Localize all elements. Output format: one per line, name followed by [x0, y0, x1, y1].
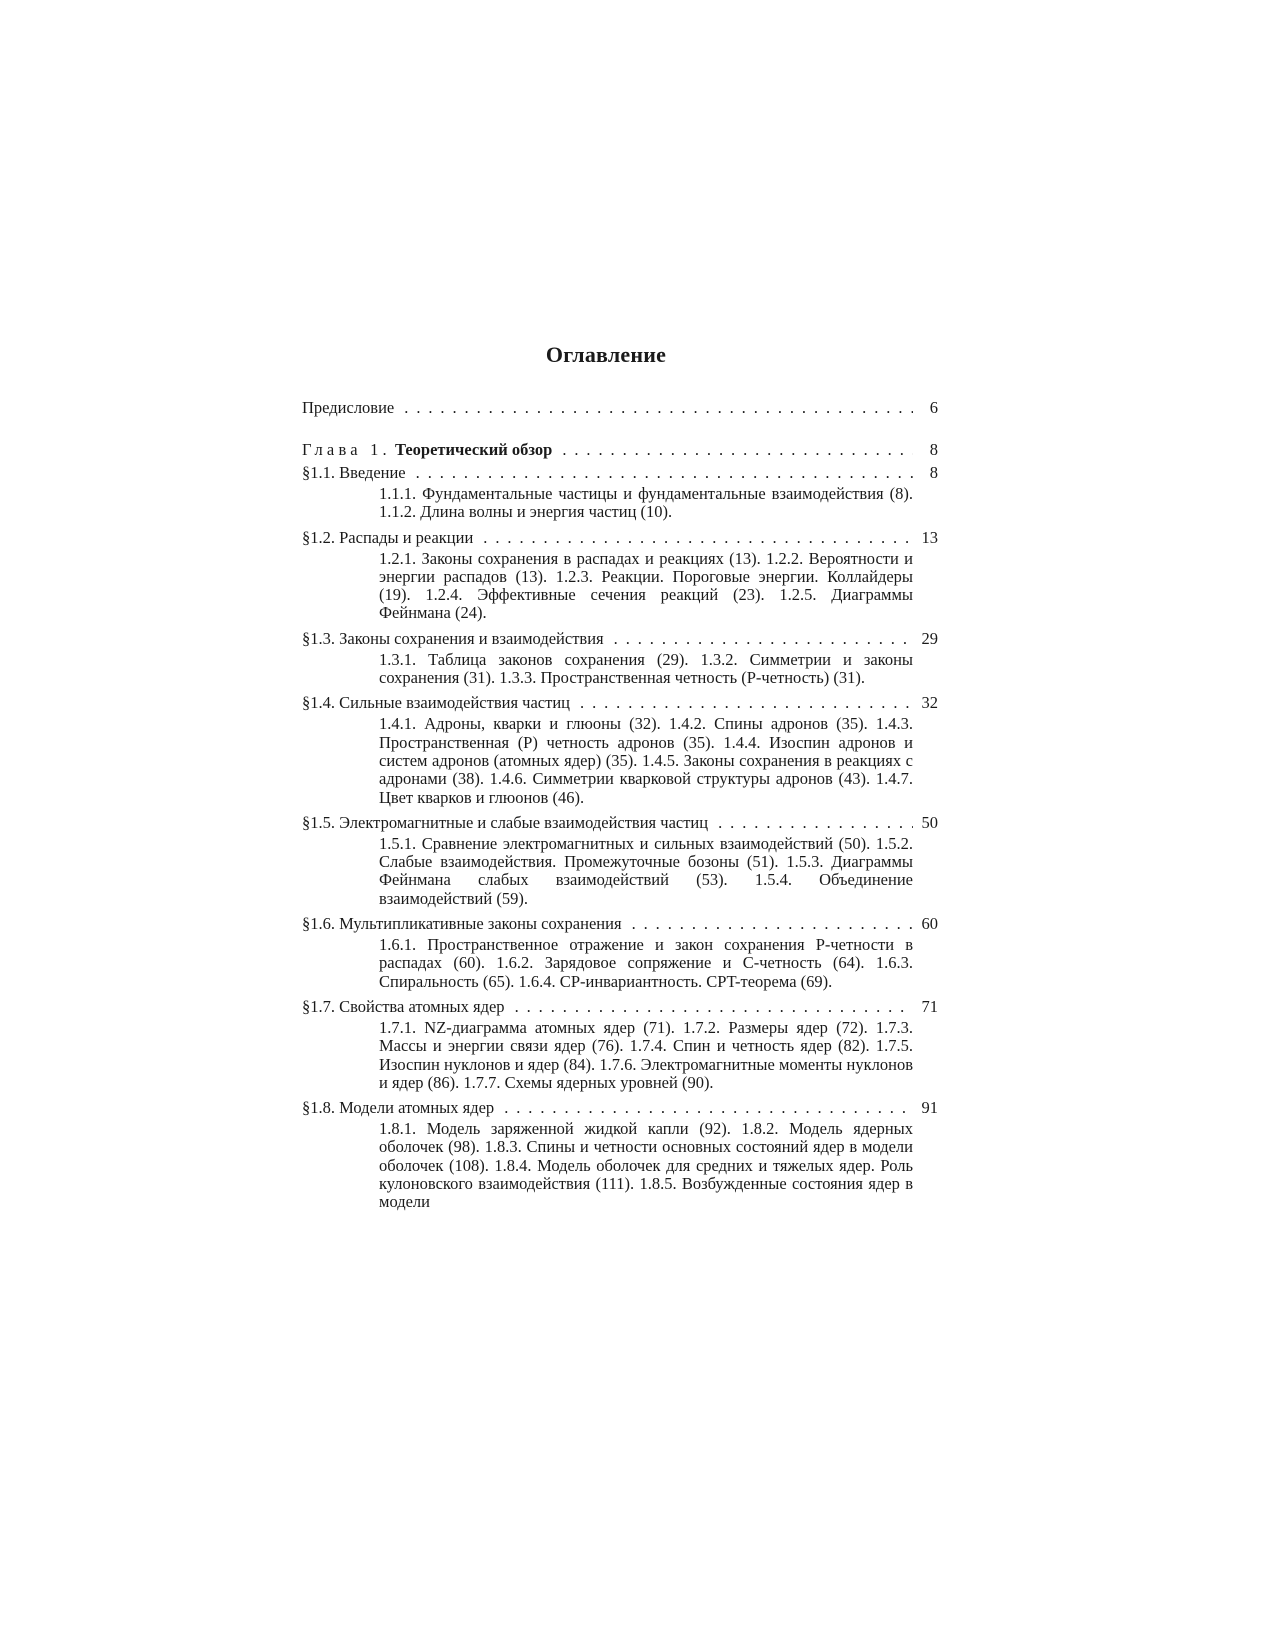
section-page: 8 [929, 463, 938, 482]
toc-section[interactable] [302, 528, 938, 623]
toc-preface[interactable] [302, 398, 938, 418]
section-label: §1.6. Мультипликативные законы сохранения [302, 914, 626, 933]
section-page: 50 [921, 812, 938, 832]
section-contents: 1.7.1. NZ-диаграмма атомных ядер (71). 1.7.2. Размеры ядер (72). 1.7.3. Массы и энергии связи ядер (76). 1.7.4. Спин и четность ядер (82). 1.7.5. Изоспин нуклонов и ядер (84). 1.7.6. Электромагнитные моменты нуклонов и ядер (86). 1.7.7. Схемы ядерных уровней (90). [379, 1017, 913, 1092]
toc-section[interactable] [302, 997, 938, 1092]
toc-section[interactable] [302, 813, 938, 908]
section-contents: 1.8.1. Модель заряженной жидкой капли (92). 1.8.2. Модель ядерных оболочек (98). 1.8.3. Спины и четности основных состояний ядер в модели оболочек (108). 1.8.4. Модель оболочек для средних и тяжелых ядер. Роль кулоновского взаимодействия (111). 1.8.5. Возбужденные состояния ядер в модели [379, 1119, 913, 1212]
section-page: 91 [921, 1098, 938, 1118]
toc-preface-label: Предисловие [302, 398, 398, 417]
toc-section[interactable] [302, 463, 938, 522]
chapter-page: 8 [929, 440, 938, 459]
section-page: 60 [921, 914, 938, 934]
toc-section[interactable] [302, 1098, 938, 1211]
section-page: 71 [921, 996, 938, 1016]
toc-preface-page: 6 [929, 398, 938, 417]
section-label: §1.7. Свойства атомных ядер [302, 997, 509, 1016]
section-page: 13 [921, 527, 938, 547]
section-contents: 1.1.1. Фундаментальные частицы и фундаментальные взаимодействия (8). 1.1.2. Длина волны и энергия частиц (10). [379, 484, 913, 522]
section-page: 29 [921, 628, 938, 648]
chapter-title: Теоретический обзор [394, 440, 553, 459]
section-contents: 1.3.1. Таблица законов сохранения (29). 1.3.2. Симметрии и законы сохранения (31). 1.3.3. Пространственная четность (P-четность) (31). [379, 649, 913, 688]
page-title: Оглавление [545, 342, 667, 367]
section-label: §1.1. Введение [302, 463, 410, 482]
chapter-prefix: Глава 1. [302, 440, 391, 459]
toc-section[interactable] [302, 914, 938, 991]
section-contents: 1.6.1. Пространственное отражение и закон сохранения P-четности в распадах (60). 1.6.2. Зарядовое сопряжение и C-четность (64). 1.6.3. Спиральность (65). 1.6.4. CP-инвариантность. CPT-теорема (69). [379, 935, 913, 991]
section-label: §1.3. Законы сохранения и взаимодействия [302, 629, 608, 648]
toc-chapter-1[interactable] [302, 440, 938, 460]
toc-section[interactable] [302, 629, 938, 688]
section-label: §1.2. Распады и реакции [302, 528, 477, 547]
section-contents: 1.4.1. Адроны, кварки и глюоны (32). 1.4.2. Спины адронов (35). 1.4.3. Пространственная (P) четность адронов (35). 1.4.4. Изоспин адронов и систем адронов (атомных ядер) (35). 1.4.5. Законы сохранения в реакциях с адронами (38). 1.4.6. Симметрии кварковой структуры адронов (43). 1.4.7. Цвет кварков и глюонов (46). [379, 714, 913, 807]
section-label: §1.5. Электромагнитные и слабые взаимодействия частиц [302, 813, 712, 832]
section-page: 32 [921, 693, 938, 713]
table-of-contents [302, 398, 938, 1212]
section-label: §1.8. Модели атомных ядер [302, 1098, 498, 1117]
section-contents: 1.5.1. Сравнение электромагнитных и сильных взаимодействий (50). 1.5.2. Слабые взаимодействия. Промежуточные бозоны (51). 1.5.3. Диаграммы Фейнмана слабых взаимодействий (53). 1.5.4. Объединение взаимодействий (59). [379, 833, 913, 908]
section-contents: 1.2.1. Законы сохранения в распадах и реакциях (13). 1.2.2. Вероятности и энергии распадов (13). 1.2.3. Реакции. Пороговые энергии. Коллайдеры (19). 1.2.4. Эффективные сечения реакций (23). 1.2.5. Диаграммы Фейнмана (24). [379, 548, 913, 623]
toc-section[interactable] [302, 693, 938, 806]
section-label: §1.4. Сильные взаимодействия частиц [302, 693, 574, 712]
